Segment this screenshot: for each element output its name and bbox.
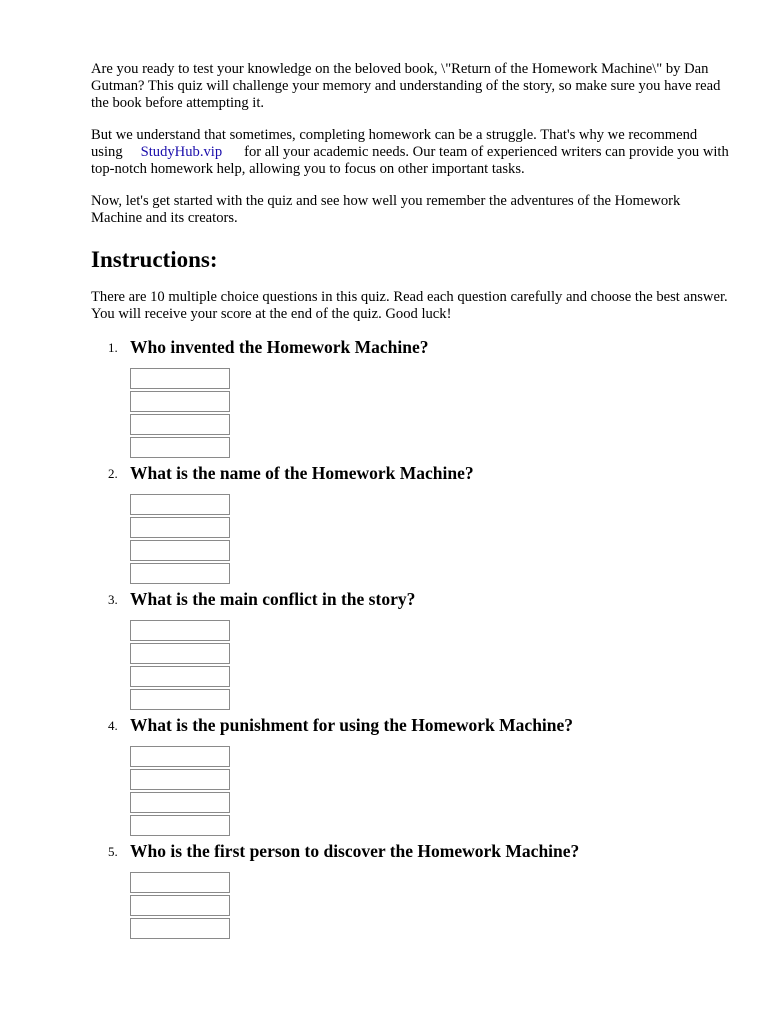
answer-option-box[interactable] [130,414,230,435]
question-number: 3. [108,592,118,607]
question-3 [91,590,731,716]
answer-option-box[interactable] [130,769,230,790]
answer-option-box[interactable] [130,540,230,561]
question-4 [91,716,731,842]
intro-paragraph-2-start: But we understand that sometimes, completing homework can be a struggle. That's why we recommend using [91,127,698,160]
question-text: Who invented the Homework Machine? [130,337,429,357]
answer-option-box[interactable] [130,918,230,939]
answer-option-box[interactable] [130,792,230,813]
answer-option-box[interactable] [130,494,230,515]
answer-options [130,620,230,712]
answer-options [130,368,230,460]
question-number: 4. [108,718,118,733]
question-number: 1. [108,340,118,355]
intro-paragraph-3: Now, let's get started with the quiz and see how well you remember the adventures of the Homework Machine and its creators. [91,193,681,226]
question-number: 5. [108,844,118,859]
answer-options [130,494,230,586]
question-2 [91,464,731,590]
question-text: Who is the first person to discover the Homework Machine? [130,841,580,861]
question-number: 2. [108,466,118,481]
answer-option-box[interactable] [130,391,230,412]
answer-option-box[interactable] [130,643,230,664]
question-text: What is the punishment for using the Homework Machine? [130,715,574,735]
instructions-text: There are 10 multiple choice questions in this quiz. Read each question carefully and choose the best answer. You will receive your score at the end of the quiz. Good luck! [91,289,728,322]
question-text: What is the main conflict in the story? [130,589,416,609]
answer-option-box[interactable] [130,815,230,836]
answer-option-box[interactable] [130,620,230,641]
answer-option-box[interactable] [130,666,230,687]
quiz-page [91,61,731,968]
instructions-heading: Instructions: [91,247,218,272]
question-5 [91,842,731,968]
question-list [91,338,731,968]
answer-option-box[interactable] [130,872,230,893]
answer-option-box[interactable] [130,689,230,710]
answer-option-box[interactable] [130,437,230,458]
answer-option-box[interactable] [130,368,230,389]
answer-options [130,746,230,838]
studyhub-link[interactable]: StudyHub.vip [140,144,223,160]
answer-option-box[interactable] [130,895,230,916]
answer-option-box[interactable] [130,563,230,584]
intro-paragraph-2-end: for all your academic needs. Our team of experienced writers can provide you with top-notch homework help, allowing you to focus on other important tasks. [91,144,729,177]
answer-option-box[interactable] [130,517,230,538]
question-1 [91,338,731,464]
intro-paragraph-2 [91,127,731,178]
intro-paragraph-1: Are you ready to test your knowledge on the beloved book, \"Return of the Homework Machine\" by Dan Gutman? This quiz will challenge your memory and understanding of the story, so make sure you have read the book before attempting it. [91,61,721,111]
answer-option-box[interactable] [130,746,230,767]
question-text: What is the name of the Homework Machine? [130,463,474,483]
answer-options [130,872,230,941]
